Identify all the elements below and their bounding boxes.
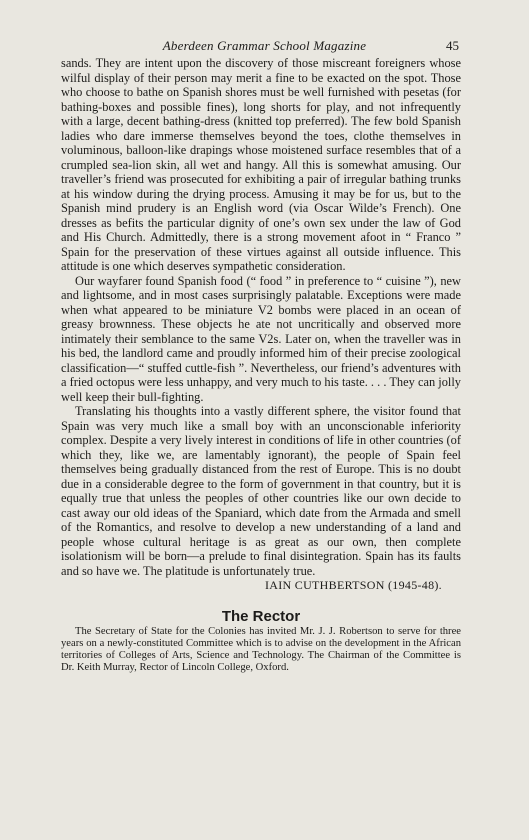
running-head [0,38,529,54]
running-title: Aberdeen Grammar School Magazine [162,38,367,53]
author-signature: IAIN CUTHBERTSON (1945-48). [264,578,442,592]
article-paragraph-1: sands. They are intent upon the discovery of those miscreant foreigners whose wilful display of their person may merit a fine to be exacted on the spot. Those who choose to bathe on Spanish shores must be well furnished with pesetas (for bathing-boxes and possible fines), long shorts for play, and not infrequently with a large, decent bathing-dress (knitted top preferred). The few bold Spanish ladies who dare immerse themselves beyond the toes, clothe themselves in voluminous, balloon-like drapings whose moistened surface resembles that of a crumpled sea-lion skin, all wet and hangy. All this is somewhat amusing. Our traveller’s friend was prosecuted for exhibiting a pair of irregular bathing trunks at his window during the drying process. Amusing it may be for us, but to the Spanish mind prudery is an English word (via Oscar Wilde’s French). One dresses as befits the particular dignity of one’s own sex under the law of God and His Church. Admittedly, there is a strong movement afoot in “ Franco ” Spain for the preservation of these virtues against all outside influence. This attitude is one which deserves sympathetic consideration. [61,56,461,273]
article-body [61,56,461,674]
page-number: 45 [446,38,459,53]
article-paragraph-2: Our wayfarer found Spanish food (“ food ” in preference to “ cuisine ”), new and lightsome, and in most cases surprisingly palatable. Exceptions were made when what appeared to be miniature V2 bombs were placed in an ocean of greasy brownness. These objects he ate not uncritically and observed more intimately their semblance to the same V2s. Later on, when the traveller was in his bed, the landlord came and proudly informed him of their precise zoological classification—“ stuffed cuttle-fish ”. Nevertheless, our friend’s adventures with a fried octopus were less unhappy, and very much to his taste. . . . They can jolly well keep their bull-fighting. [61,273,461,404]
section-title: The Rector [221,607,301,625]
notice-text: The Secretary of State for the Colonies has invited Mr. J. J. Robertson to serve for three years on a newly-constituted Committee which is to advise on the development in the African territories of Colleges of Arts, Science and Technology. The Chairman of the Committee is Dr. Keith Murray, Rector of Lincoln College, Oxford. [61,625,461,673]
article-paragraph-3: Translating his thoughts into a vastly different sphere, the visitor found that Spain was very much like a small boy with an unconscionable inferiority complex. Despite a very lively interest in conditions of life in other countries (of which they, like we, are lamentably ignorant), the people of Spain feel themselves being gradually distanced from the rest of Europe. This is no doubt due in a considerable degree to the form of government in that country, but it is equally true that unless the peoples of other countries like our own decide to cast away our old ideas of the Spaniard, which date from the Armada and smell of the Romantics, and resolve to develop a new understanding of a land and people whose cultural heritage is as great as our own, then complete isolationism will be born—a prelude to final disintegration. Spain has its faults and so have we. The platitude is unfortunately true. [61,404,461,578]
